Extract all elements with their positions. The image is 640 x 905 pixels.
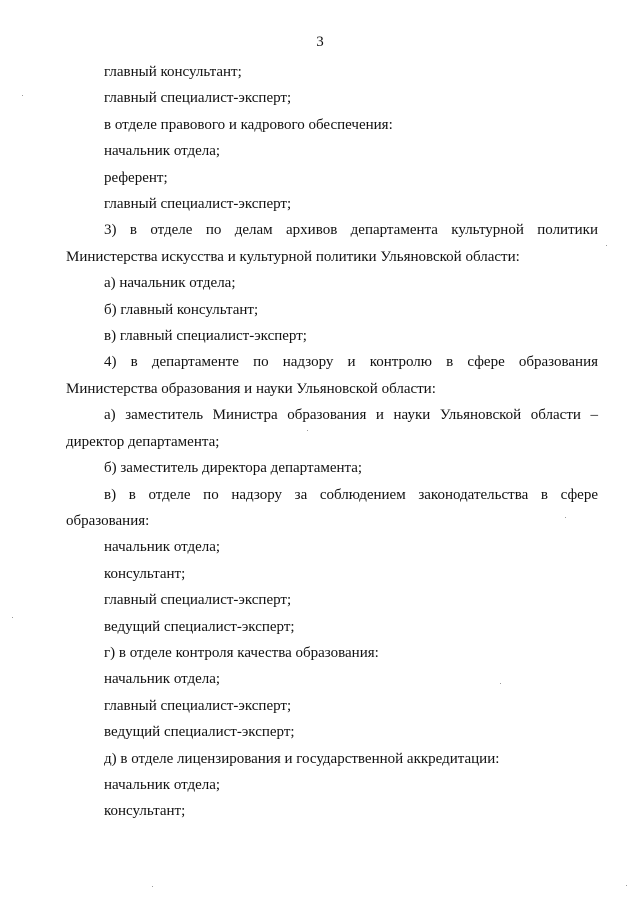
- paragraph: начальник отдела;: [104, 671, 221, 688]
- paragraph: начальник отдела;: [104, 776, 221, 793]
- paragraph: начальник отдела;: [104, 539, 221, 556]
- page-number: 3: [316, 34, 324, 50]
- scan-speck: [307, 430, 308, 431]
- paragraph: референт;: [104, 169, 168, 186]
- paragraph: а) заместитель Министра образования и науки Ульяновской области – директор департамента;: [66, 407, 598, 450]
- paragraph: главный специалист-эксперт;: [104, 90, 292, 107]
- paragraph: главный консультант;: [104, 64, 242, 80]
- paragraph: 4) в департаменте по надзору и контролю в сфере образования Министерства образования и науки Ульяновской области:: [66, 354, 598, 397]
- scan-speck: [22, 95, 23, 96]
- paragraph: в) главный специалист-эксперт;: [104, 328, 307, 345]
- scan-speck: [152, 886, 153, 887]
- paragraph: 3) в отделе по делам архивов департамента культурной политики Министерства искусства и культурной политики Ульяновской области:: [66, 222, 598, 265]
- paragraph: главный специалист-эксперт;: [104, 196, 292, 213]
- paragraph: главный специалист-эксперт;: [104, 697, 292, 714]
- scan-speck: [12, 617, 13, 618]
- paragraph: консультант;: [104, 803, 186, 820]
- scan-speck: [565, 517, 566, 518]
- paragraph: главный специалист-эксперт;: [104, 592, 292, 609]
- paragraph: а) начальник отдела;: [104, 275, 236, 292]
- scan-speck: [606, 245, 607, 246]
- scan-speck: [626, 885, 627, 886]
- paragraph: г) в отделе контроля качества образования:: [104, 644, 379, 661]
- paragraph: ведущий специалист-эксперт;: [104, 724, 295, 741]
- paragraph: консультант;: [104, 565, 186, 582]
- scan-speck: [500, 683, 501, 684]
- paragraph: б) заместитель директора департамента;: [104, 460, 363, 477]
- paragraph: в отделе правового и кадрового обеспечения:: [104, 116, 393, 133]
- paragraph: б) главный консультант;: [104, 301, 259, 318]
- paragraph: ведущий специалист-эксперт;: [104, 618, 295, 635]
- paragraph: д) в отделе лицензирования и государственной аккредитации:: [104, 750, 500, 767]
- document-body: [66, 59, 598, 825]
- paragraph: в) в отделе по надзору за соблюдением законодательства в сфере образования:: [66, 486, 598, 529]
- paragraph: начальник отдела;: [104, 143, 221, 160]
